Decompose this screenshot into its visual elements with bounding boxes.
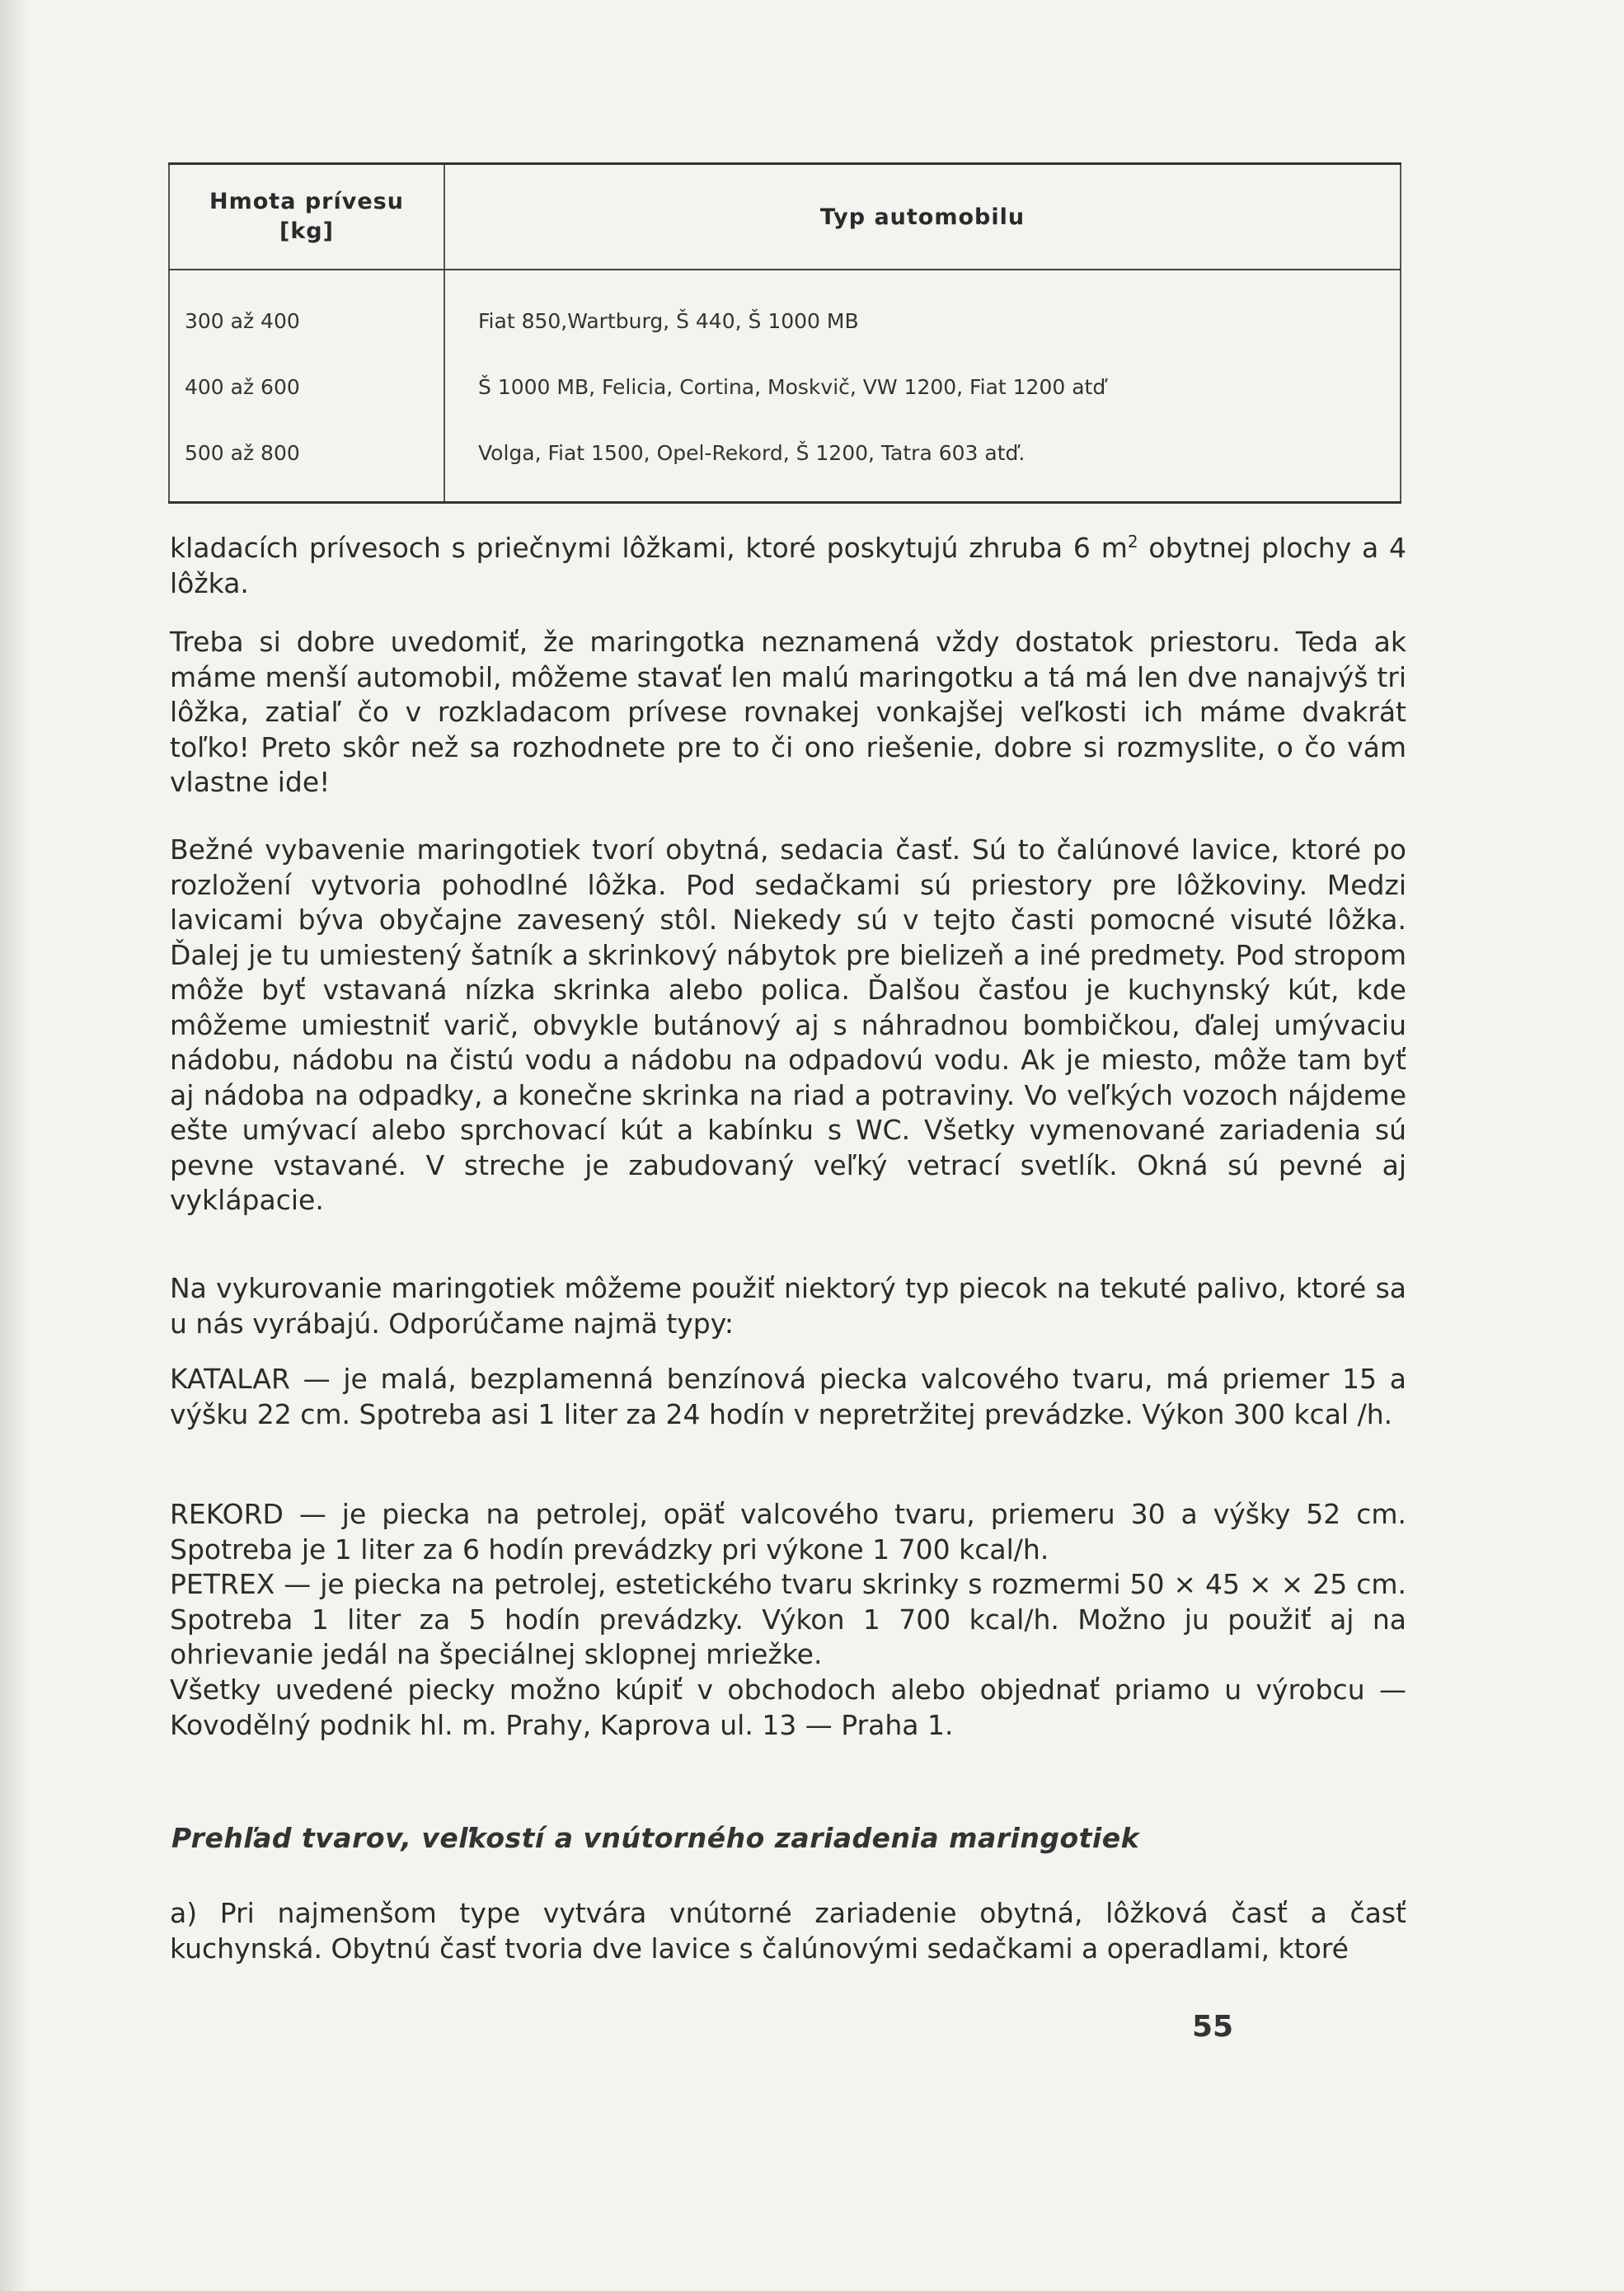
header-car-type: Typ automobilu (444, 164, 1401, 270)
superscript-2: 2 (1127, 532, 1138, 552)
paragraph-6: REKORD — je piecka na petrolej, opäť valcového tvaru, priemeru 30 a výšky 52 cm. Spotreba je 1 liter za 6 hodín prevádzky pri výkone 1 700 kcal/h. (170, 1498, 1406, 1566)
paragraph-1 (170, 524, 1406, 601)
header-mass-line1: Hmota prívesu (209, 188, 404, 214)
cell-mass: 400 až 600 (169, 354, 444, 420)
paragraph-7: PETREX — je piecka na petrolej, estetického tvaru skrinky s rozmermi 50 × 45 × × 25 cm. Spotreba 1 liter za 5 hodín prevádzky. Výkon 1 700 kcal/h. Možno ju použiť aj na ohrievanie jedál na špeciálnej sklopnej mriežke. (170, 1568, 1406, 1670)
paragraph-5: KATALAR — je malá, bezplamenná benzínová piecka valcového tvaru, má priemer 15 a výšku 22 cm. Spotreba asi 1 liter za 24 hodín v nepretržitej prevádzke. Výkon 300 kcal /h. (170, 1363, 1406, 1430)
header-mass-line2: [kg] (279, 218, 334, 244)
section-heading: Prehľad tvarov, veľkostí a vnútorného zariadenia maringotiek (171, 1822, 1140, 1854)
cell-mass: 300 až 400 (169, 270, 444, 354)
trailer-mass-table (168, 162, 1401, 504)
cell-cars: Fiat 850,Wartburg, Š 440, Š 1000 MB (478, 308, 859, 333)
paragraph-1-text-b: obytnej plochy a 4 lôžka. (170, 532, 1407, 599)
paragraph-1-text-a: kladacích prívesoch s priečnymi lôžkami, ktoré poskytujú zhruba 6 m (170, 532, 1128, 564)
table-row (169, 354, 1401, 420)
paragraph-3: Bežné vybavenie maringotiek tvorí obytná, sedacia časť. Sú to čalúnové lavice, ktoré po rozložení vytvoria pohodlné lôžka. Pod sedačkami sú priestory pre lôžkoviny. Medzi lavicami býva obyčajne zavesený stôl. Niekedy sú v tejto časti pomocné visuté lôžka. Ďalej je tu umiestený šatník a skrinkový nábytok pre bielizeň a iné predmety. Pod stropom môže byť vstavaná nízka skrinka alebo polica. Ďalšou časťou je kuchynský kút, kde môžeme umiestniť varič, obvykle butánový aj s náhradnou bombičkou, ďalej umývaciu nádobu, nádobu na čistú vodu a nádobu na odpadovú vodu. Ak je miesto, môže tam byť aj nádoba na odpadky, a konečne skrinka na riad a potraviny. Vo veľkých vozoch nájdeme ešte umývací alebo sprchovací kút a kabínku s WC. Všetky vymenované zariadenia sú pevne vstavané. V streche je zabudovaný veľký vetrací svetlík. Okná sú pevné aj vyklápacie. (170, 833, 1406, 1216)
table-row (169, 270, 1401, 354)
header-mass (169, 164, 444, 270)
paragraph-4: Na vykurovanie maringotiek môžeme použiť niektorý typ piecok na tekuté palivo, ktoré sa u nás vyrábajú. Odporúčame najmä typy: (170, 1272, 1406, 1340)
paragraph-8: Všetky uvedené piecky možno kúpiť v obchodoch alebo objednať priamo u výrobcu — Kovodělný podnik hl. m. Prahy, Kaprova ul. 13 — Praha 1. (170, 1674, 1406, 1741)
page-number: 55 (1192, 2010, 1234, 2044)
table-header-row (169, 164, 1401, 270)
cell-mass: 500 až 800 (169, 420, 444, 503)
paragraph-2: Treba si dobre uvedomiť, že maringotka neznamená vždy dostatok priestoru. Teda ak máme menší automobil, môžeme stavať len malú maringotku a tá má len dve nanajvýš tri lôžka, zatiaľ čo v rozkladacom prívese rovnakej vonkajšej veľkosti ich máme dvakrát toľko! Preto skôr než sa rozhodnete pre to či ono riešenie, dobre si rozmyslite, o čo vám vlastne ide! (170, 626, 1406, 798)
paragraph-9: a) Pri najmenšom type vytvára vnútorné zariadenie obytná, lôžková časť a časť kuchynská. Obytnú časť tvoria dve lavice s čalúnovými sedačkami a operadlami, ktoré (170, 1897, 1406, 1965)
cell-cars: Volga, Fiat 1500, Opel-Rekord, Š 1200, Tatra 603 atď. (478, 440, 1026, 465)
table-row (169, 420, 1401, 503)
page-binding-shadow (0, 0, 28, 2291)
cell-cars: Š 1000 MB, Felicia, Cortina, Moskvič, VW 1200, Fiat 1200 atď (478, 374, 1106, 399)
